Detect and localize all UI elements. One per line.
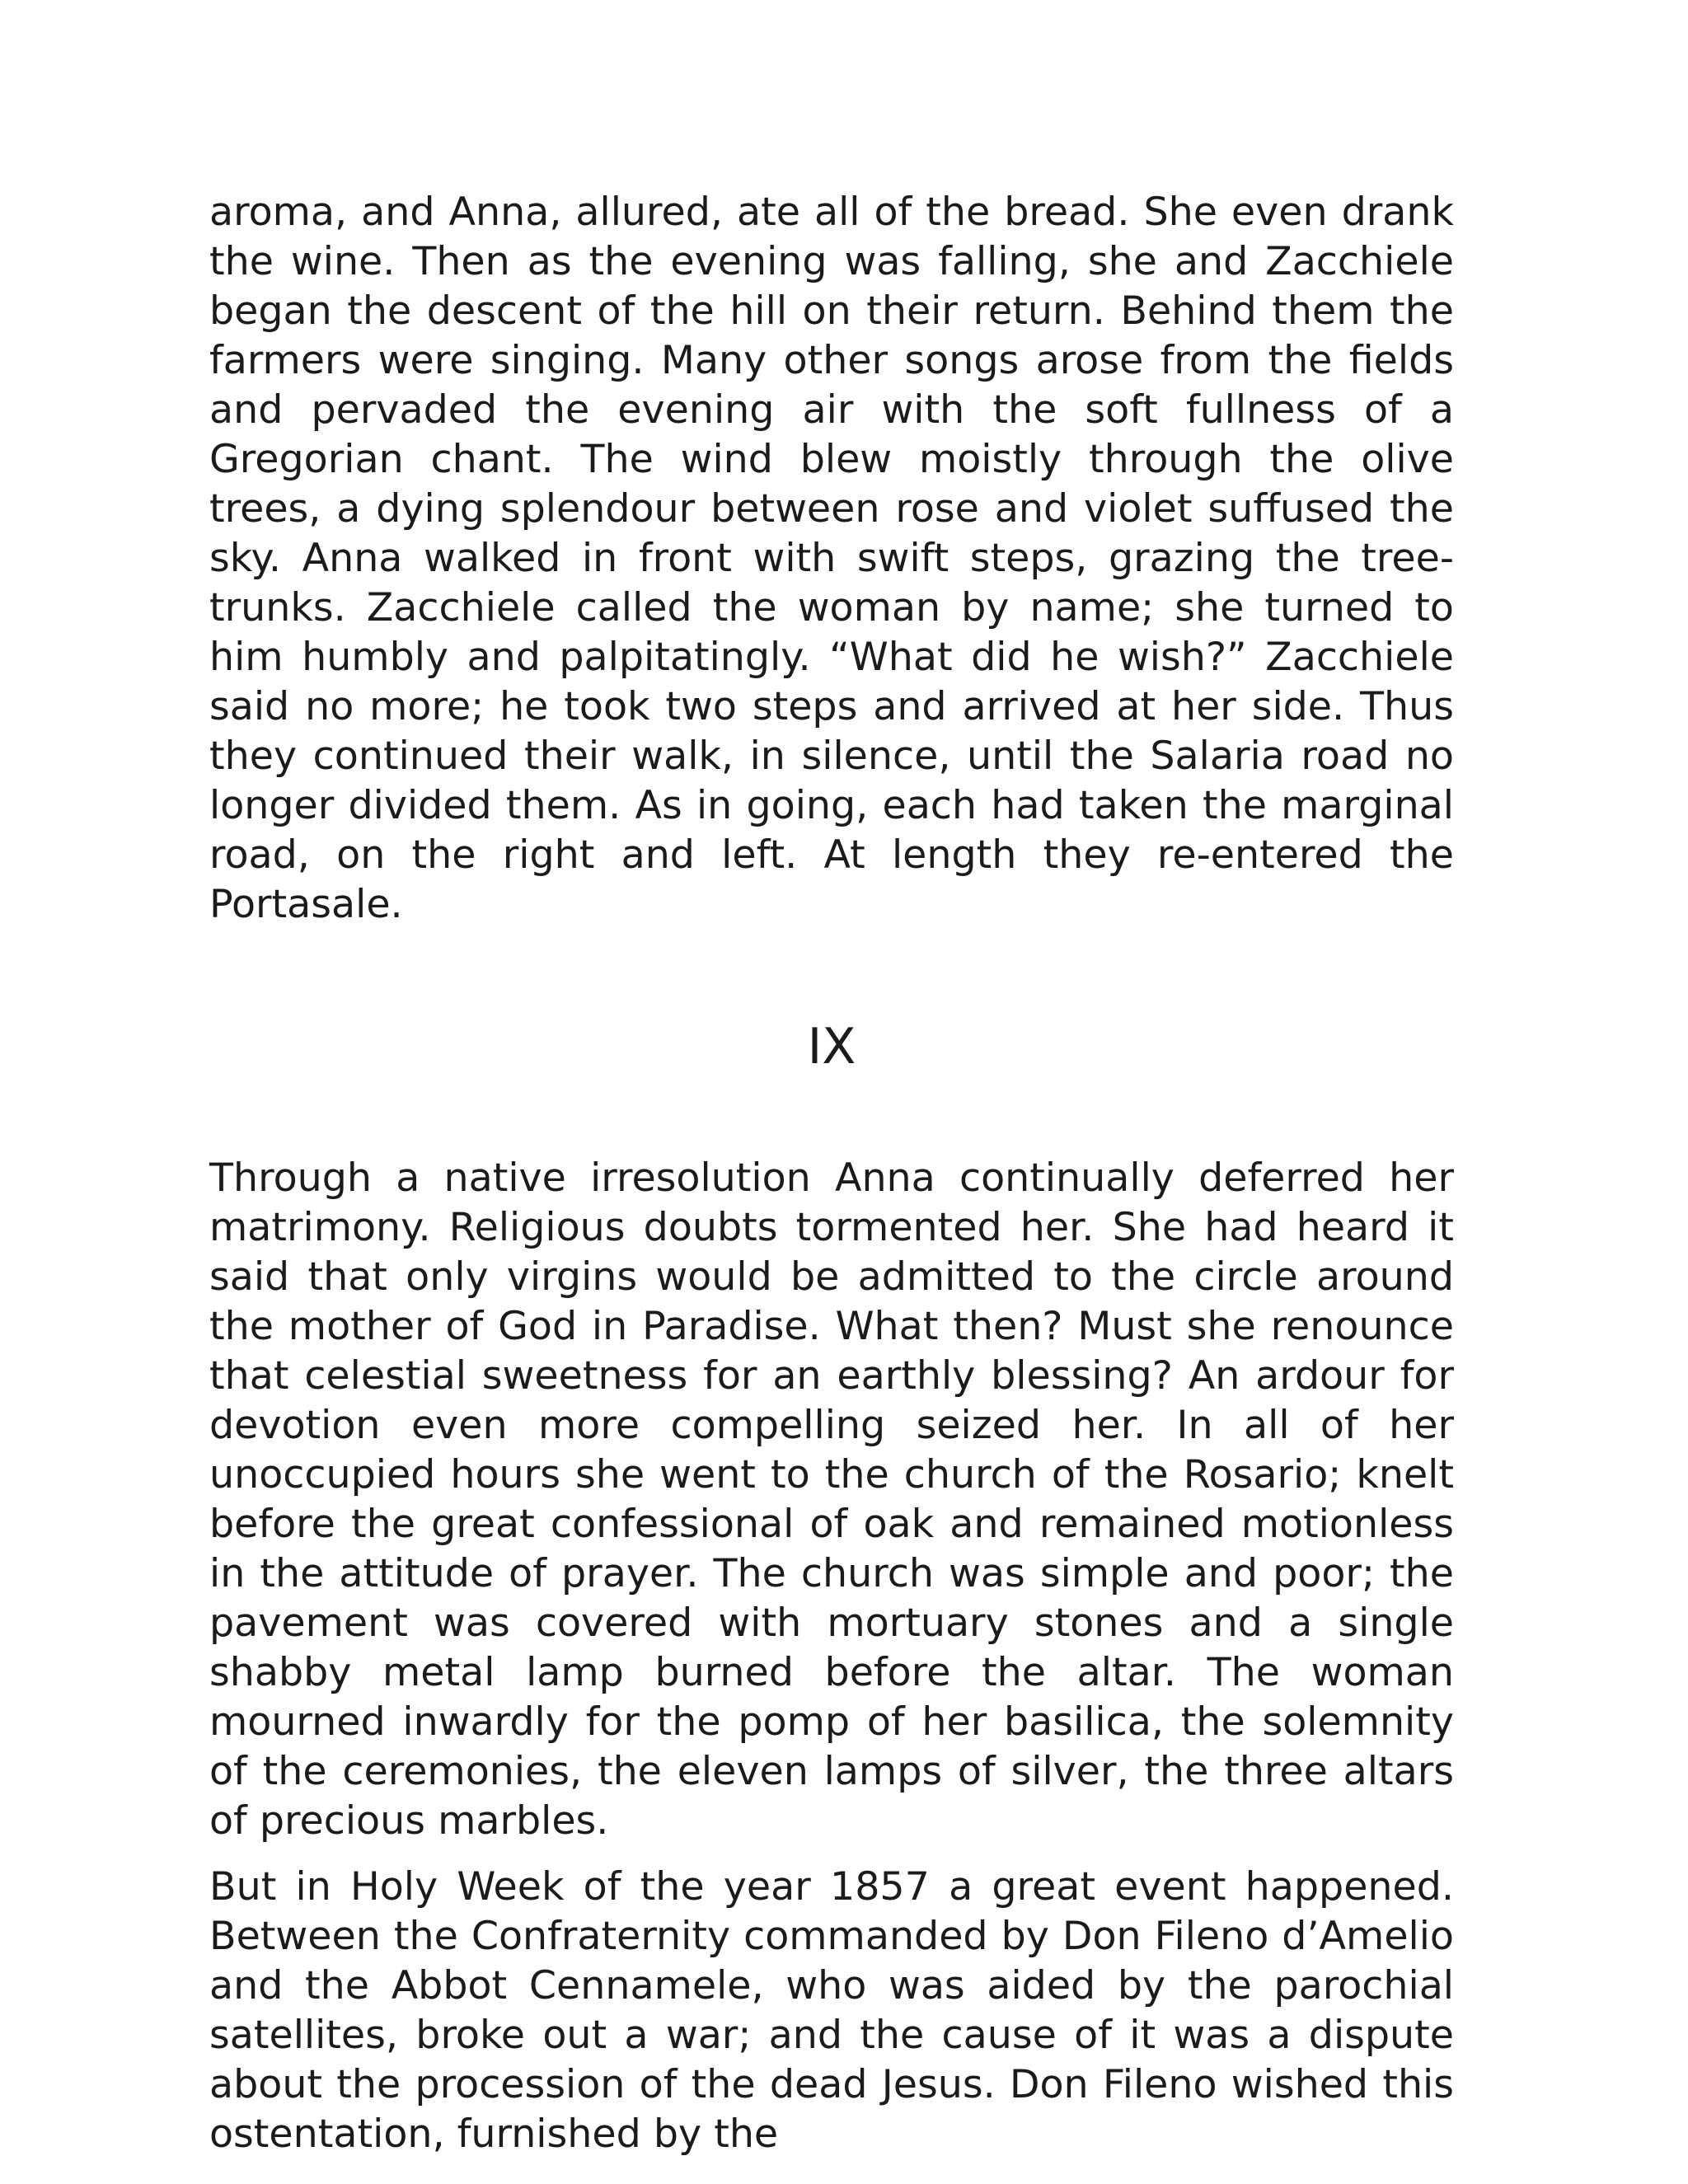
paragraph-chapter-1: Through a native irresolution Anna continually deferred her matrimony. Religious doubts tormented her. She had heard it said that only virgins would be admitted to the circle around the mother of God in Paradise. What then? Must she renounce that celestial sweetness for an earthly blessing? An ardour for devotion even more compelling seized her. In all of her unoccupied hours she went to the church of the Rosario; knelt before the great confessional of oak and remained motionless in the attitude of prayer. The church was simple and poor; the pavement was covered with mortuary stones and a single shabby metal lamp burned before the altar. The woman mourned inwardly for the pomp of her basilica, the solemnity of the ceremonies, the eleven lamps of silver, the three altars of precious marbles. [209, 1155, 1454, 1844]
paragraph-opening: aroma, and Anna, allured, ate all of the bread. She even drank the wine. Then as the evening was falling, she and Zacchiele began the descent of the hill on their return. Behind them the farmers were singing. Many other songs arose from the fields and pervaded the evening air with the soft fullness of a Gregorian chant. The wind blew moistly through the olive trees, a dying splendour between rose and violet suffused the sky. Anna walked in front with swift steps, grazing the tree-trunks. Zacchiele called the woman by name; she turned to him humbly and palpitatingly. “What did he wish?” Zacchiele said no more; he took two steps and arrived at her side. Thus they continued their walk, in silence, until the Salaria road no longer divided them. As in going, each had taken the marginal road, on the right and left. At length they re-entered the Portasale. [209, 190, 1454, 927]
chapter-heading: IX [807, 1018, 856, 1076]
page-body [209, 188, 1454, 2159]
paragraph-chapter-2: But in Holy Week of the year 1857 a great event happened. Between the Confraternity commanded by Don Fileno d’Amelio and the Abbot Cennamele, who was aided by the parochial satellites, broke out a war; and the cause of it was a dispute about the procession of the dead Jesus. Don Fileno wished this ostentation, furnished by the [209, 1864, 1454, 2157]
